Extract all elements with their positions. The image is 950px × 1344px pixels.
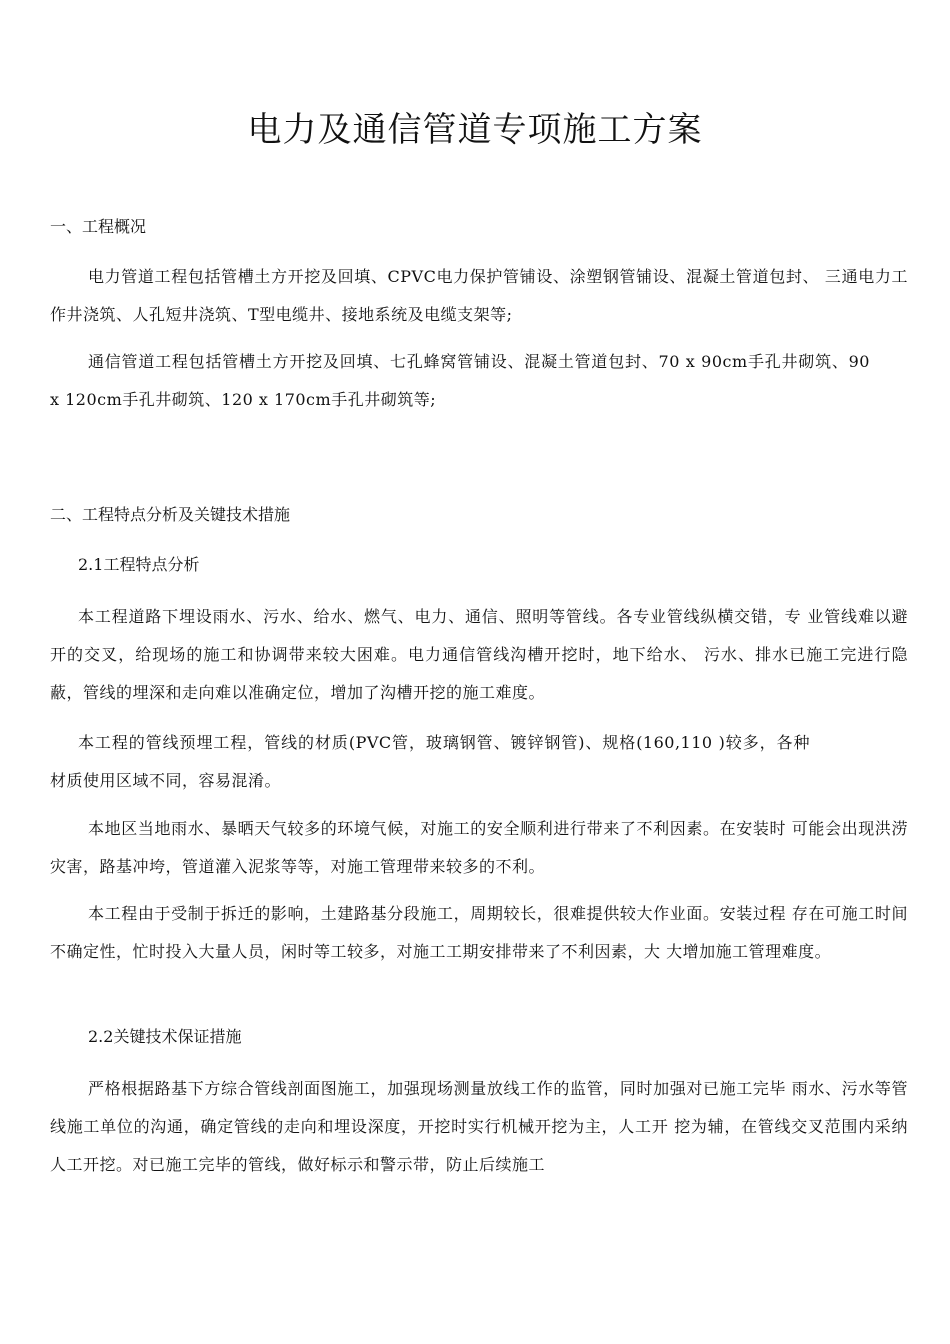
document-title: 电力及通信管道专项施工方案 (247, 110, 703, 150)
subsection-2-1-paragraph-4: 本工程由于受制于拆迁的影响，土建路基分段施工，周期较长，很难提供较大作业面。安装过程 存在可施工时间不确定性，忙时投入大量人员，闲时等工较多，对施工工期安排带来了不利因素，大 大增加施工管理难度。 (50, 904, 908, 961)
section-1-heading: 一、工程概况 (50, 217, 147, 236)
section-1-paragraph-2: 通信管道工程包括管槽土方开挖及回填、七孔蜂窝管铺设、混凝土管道包封、70 x 90cm手孔井砌筑、90 x 120cm手孔井砌筑、120 x 170cm手孔井砌筑等; (50, 352, 870, 409)
section-2-heading: 二、工程特点分析及关键技术措施 (50, 505, 291, 524)
subsection-2-1-paragraph-1: 本工程道路下埋设雨水、污水、给水、燃气、电力、通信、照明等管线。各专业管线纵横交错，专 业管线难以避开的交叉，给现场的施工和协调带来较大困难。电力通信管线沟槽开挖时，地下给水、 污水、排水已施工完进行隐蔽，管线的埋深和走向难以准确定位，增加了沟槽开挖的施工难度。 (50, 607, 908, 702)
subsection-2-1-heading: 2.1工程特点分析 (78, 555, 200, 574)
subsection-2-2-paragraph-1: 严格根据路基下方综合管线剖面图施工，加强现场测量放线工作的监管，同时加强对已施工完毕 雨水、污水等管线施工单位的沟通，确定管线的走向和埋设深度，开挖时实行机械开挖为主，人工开 挖为辅，在管线交叉范围内采纳人工开挖。对已施工完毕的管线，做好标示和警示带，防止后续施工 (50, 1079, 908, 1174)
subsection-2-2-heading: 2.2关键技术保证措施 (88, 1027, 242, 1046)
subsection-2-1-paragraph-3: 本地区当地雨水、暴晒天气较多的环境气候，对施工的安全顺利进行带来了不利因素。在安装时 可能会出现洪涝灾害，路基冲垮，管道灌入泥浆等等，对施工管理带来较多的不利。 (50, 819, 908, 876)
section-1-paragraph-1: 电力管道工程包括管槽土方开挖及回填、CPVC电力保护管铺设、涂塑钢管铺设、混凝土管道包封、 三通电力工作井浇筑、人孔短井浇筑、T型电缆井、接地系统及电缆支架等; (50, 267, 908, 324)
subsection-2-1-paragraph-2: 本工程的管线预埋工程，管线的材质(PVC管，玻璃钢管、镀锌钢管)、规格(160,110 )较多，各种材质使用区域不同，容易混淆。 (50, 733, 810, 790)
